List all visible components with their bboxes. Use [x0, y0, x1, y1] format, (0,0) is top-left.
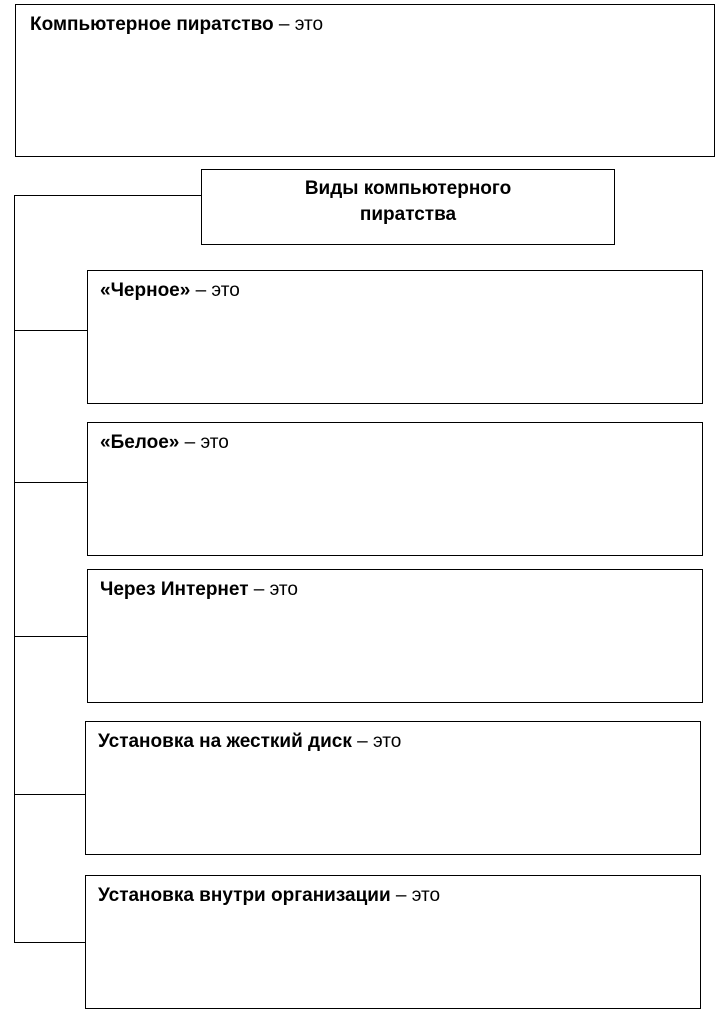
definition-term: Компьютерное пиратство — [30, 14, 274, 35]
definition-label — [30, 13, 323, 37]
type-label — [100, 431, 229, 455]
connector-vertical — [14, 195, 15, 943]
connector-branch-4 — [14, 794, 86, 795]
connector-branch-3 — [14, 636, 88, 637]
type-label — [100, 279, 240, 303]
type-suffix: – это — [390, 885, 441, 906]
type-term: Установка внутри организации — [98, 885, 391, 906]
type-label — [98, 884, 440, 908]
type-label — [98, 730, 401, 754]
type-label — [100, 578, 298, 602]
type-box-white — [87, 422, 703, 556]
type-term: Установка на жесткий диск — [98, 731, 352, 752]
connector-branch-2 — [14, 482, 88, 483]
type-box-hard-disk — [85, 721, 701, 855]
type-box-internet — [87, 569, 703, 703]
type-term: «Белое» — [100, 432, 180, 453]
type-suffix: – это — [179, 432, 229, 453]
type-box-black — [87, 270, 703, 404]
type-suffix: – это — [351, 731, 402, 752]
connector-branch-5 — [14, 942, 86, 943]
type-term: Через Интернет — [100, 579, 249, 600]
type-term: «Черное» — [100, 280, 191, 301]
definition-suffix: – это — [273, 14, 324, 35]
type-suffix: – это — [248, 579, 298, 600]
connector-branch-1 — [14, 330, 88, 331]
connector-top — [14, 195, 202, 196]
type-box-organization — [85, 875, 701, 1009]
types-title-box — [201, 169, 615, 245]
types-title: Виды компьютерного пиратства — [304, 178, 512, 225]
definition-box — [15, 4, 715, 157]
type-suffix: – это — [190, 280, 240, 301]
